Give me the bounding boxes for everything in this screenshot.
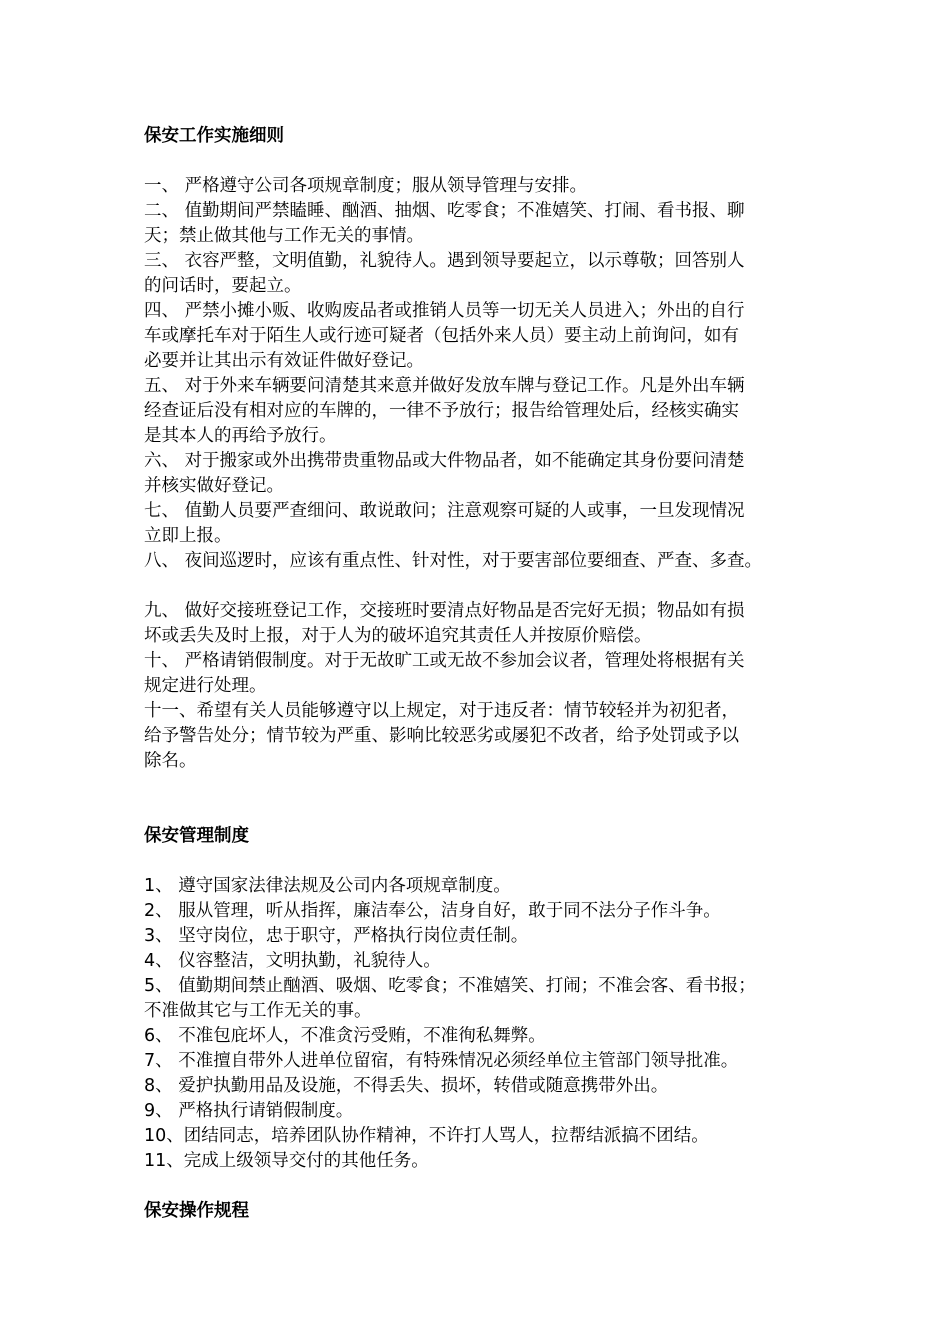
rule-line: 必要并让其出示有效证件做好登记。: [144, 351, 424, 371]
rule-item: [144, 174, 824, 199]
rule-item: [144, 899, 824, 924]
rule-item: [144, 574, 824, 599]
rule-line: 是其本人的再给予放行。: [144, 426, 337, 446]
rule-item: [144, 1124, 824, 1149]
rule-item: [144, 199, 824, 249]
rule-line: 5、 值勤期间禁止酗酒、吸烟、吃零食；不准嬉笑、打闹；不准会客、看书报；: [144, 976, 756, 996]
section-title-operating-procedures: 保安操作规程: [144, 1201, 249, 1221]
rule-line: 除名。: [144, 751, 197, 771]
rule-line: 十、 严格请销假制度。对于无故旷工或无故不参加会议者，管理处将根据有关: [144, 651, 745, 671]
rule-line: 三、 衣容严整，文明值勤，礼貌待人。遇到领导要起立，以示尊敬；回答别人: [144, 251, 745, 271]
rule-line: 的问话时，要起立。: [144, 276, 302, 296]
rule-line: 坏或丢失及时上报，对于人为的破坏追究其责任人并按原价赔偿。: [144, 626, 652, 646]
section-title-management-system: 保安管理制度: [144, 826, 249, 846]
rule-line: 4、 仪容整洁，文明执勤，礼貌待人。: [144, 951, 441, 971]
rule-item: [144, 549, 824, 574]
rule-line: 7、 不准擅自带外人进单位留宿，有特殊情况必须经单位主管部门领导批准。: [144, 1051, 739, 1071]
rule-item: [144, 499, 824, 549]
rule-line: 10、团结同志，培养团队协作精神，不许打人骂人，拉帮结派搞不团结。: [144, 1126, 709, 1146]
rule-line: 十一、希望有关人员能够遵守以上规定，对于违反者：情节较轻并为初犯者，: [144, 701, 739, 721]
rule-item: [144, 374, 824, 449]
rule-line: 天；禁止做其他与工作无关的事情。: [144, 226, 424, 246]
rule-line: 9、 严格执行请销假制度。: [144, 1101, 354, 1121]
implementation-rules-list: [144, 174, 824, 774]
rule-item: [144, 924, 824, 949]
rule-line: 不准做其它与工作无关的事。: [144, 1001, 372, 1021]
rule-item: [144, 949, 824, 974]
section-title-implementation-rules: 保安工作实施细则: [144, 126, 284, 146]
rule-line: 规定进行处理。: [144, 676, 267, 696]
rule-line: 8、 爱护执勤用品及设施，不得丢失、损坏，转借或随意携带外出。: [144, 1076, 669, 1096]
rule-line: 五、 对于外来车辆要问清楚其来意并做好发放车牌与登记工作。凡是外出车辆: [144, 376, 745, 396]
rule-line: 1、 遵守国家法律法规及公司内各项规章制度。: [144, 876, 511, 896]
rule-line: [144, 574, 824, 599]
rule-line: 3、 坚守岗位，忠于职守，严格执行岗位责任制。: [144, 926, 529, 946]
rule-item: [144, 449, 824, 499]
rule-item: [144, 1024, 824, 1049]
rule-line: 二、 值勤期间严禁瞌睡、酗酒、抽烟、吃零食；不准嬉笑、打闹、看书报、聊: [144, 201, 745, 221]
rule-line: 四、 严禁小摊小贩、收购废品者或推销人员等一切无关人员进入；外出的自行: [144, 301, 745, 321]
rule-line: 经查证后没有相对应的车牌的，一律不予放行；报告给管理处后，经核实确实: [144, 401, 739, 421]
rule-line: 一、 严格遵守公司各项规章制度；服从领导管理与安排。: [144, 176, 588, 196]
rule-item: [144, 1099, 824, 1124]
rule-line: 立即上报。: [144, 526, 232, 546]
rule-item: [144, 299, 824, 374]
rule-line: 6、 不准包庇坏人，不准贪污受贿，不准徇私舞弊。: [144, 1026, 546, 1046]
rule-item: [144, 1149, 824, 1174]
rule-item: [144, 974, 824, 1024]
rule-line: 七、 值勤人员要严查细问、敢说敢问；注意观察可疑的人或事，一旦发现情况: [144, 501, 745, 521]
rule-line: 2、 服从管理，听从指挥，廉洁奉公，洁身自好，敢于同不法分子作斗争。: [144, 901, 721, 921]
rule-item: [144, 874, 824, 899]
rule-item: [144, 1049, 824, 1074]
rule-item: [144, 249, 824, 299]
rule-item: [144, 649, 824, 699]
rule-line: 八、 夜间巡逻时，应该有重点性、针对性，对于要害部位要细查、严查、多查。: [144, 551, 763, 571]
document-page: [144, 124, 824, 1224]
rule-line: 九、 做好交接班登记工作，交接班时要清点好物品是否完好无损；物品如有损: [144, 601, 745, 621]
rule-line: 给予警告处分；情节较为严重、影响比较恶劣或屡犯不改者，给予处罚或予以: [144, 726, 739, 746]
rule-line: 并核实做好登记。: [144, 476, 284, 496]
rule-item: [144, 599, 824, 649]
management-system-list: [144, 874, 824, 1174]
rule-item: [144, 699, 824, 774]
rule-item: [144, 1074, 824, 1099]
rule-line: 车或摩托车对于陌生人或行迹可疑者（包括外来人员）要主动上前询问，如有: [144, 326, 739, 346]
rule-line: 六、 对于搬家或外出携带贵重物品或大件物品者，如不能确定其身份要问清楚: [144, 451, 745, 471]
rule-line: 11、完成上级领导交付的其他任务。: [144, 1151, 429, 1171]
